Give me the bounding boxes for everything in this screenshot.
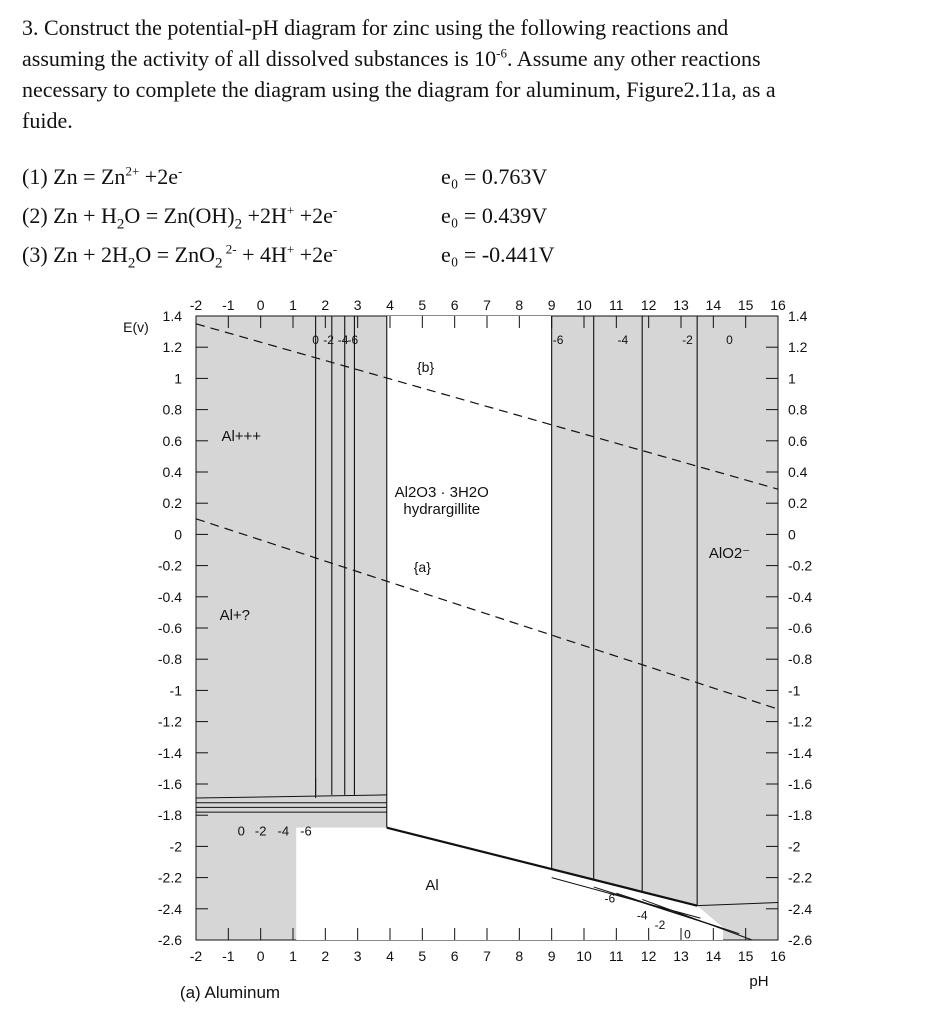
x-tick-label-bottom: 11	[609, 948, 624, 964]
region-label: Al+?	[219, 607, 251, 625]
x-tick-label-top: 16	[770, 297, 786, 313]
y-tick-label-right: -2.6	[788, 932, 813, 948]
y-tick-label-right: 1.2	[788, 339, 808, 356]
x-tick-label-top: -1	[222, 297, 235, 313]
x-tick-label-top: 14	[705, 297, 722, 313]
x-tick-label-bottom: 9	[547, 948, 556, 964]
y-tick-label-left: 1	[174, 370, 182, 387]
y-axis-label: E(v)	[123, 319, 149, 335]
region-label: Al	[425, 877, 439, 895]
y-tick-label-left: -0.2	[157, 557, 182, 574]
y-tick-label-right: 0.2	[788, 495, 808, 512]
x-tick-label-bottom: 7	[483, 948, 491, 964]
y-tick-label-right: -1.2	[788, 713, 813, 730]
x-tick-label-bottom: 8	[515, 948, 524, 964]
y-tick-label-right: -0.8	[788, 651, 813, 668]
x-tick-label-bottom: -1	[222, 948, 235, 964]
y-tick-label-right: -0.4	[788, 588, 813, 605]
x-tick-label-bottom: 6	[450, 948, 459, 964]
y-tick-label-right: 0.6	[788, 432, 808, 449]
y-tick-label-left: -0.4	[157, 588, 182, 605]
y-tick-label-right: 0.4	[788, 464, 808, 480]
x-tick-label-top: -2	[189, 297, 203, 313]
y-tick-label-left: 0.2	[162, 495, 182, 512]
y-tick-label-left: -0.6	[157, 620, 182, 636]
x-tick-label-top: 6	[450, 297, 459, 313]
activity-label: -4	[617, 333, 629, 347]
problem-line-3: necessary to complete the diagram using the diagram for aluminum, Figure2.11a, as a	[22, 77, 776, 102]
y-tick-label-left: -1.4	[157, 744, 182, 761]
x-tick-label-top: 5	[418, 297, 427, 313]
x-tick-label-top: 7	[483, 297, 491, 313]
y-tick-label-right: -2.2	[788, 869, 813, 886]
y-tick-label-right: -2.4	[788, 900, 813, 917]
reaction-2-potential: e₀ = 0.439V	[441, 203, 548, 228]
y-tick-label-right: 0.8	[788, 401, 808, 418]
y-tick-label-left: -2.4	[157, 900, 182, 917]
x-tick-label-bottom: 5	[418, 948, 427, 964]
figure-caption: (a) Aluminum	[179, 983, 281, 1002]
x-tick-label-top: 4	[386, 297, 394, 313]
x-tick-label-top: 12	[640, 297, 657, 313]
region-label: Al2O3 · 3H2O	[394, 483, 489, 501]
x-tick-label-bottom: 3	[353, 948, 362, 964]
y-tick-label-right: -1	[788, 682, 801, 699]
problem-line-4: fuide.	[22, 108, 73, 133]
water-line-label: {b}	[416, 359, 435, 376]
y-tick-label-left: 0.6	[162, 432, 182, 449]
x-tick-label-top: 0	[256, 297, 265, 313]
x-tick-label-top: 8	[515, 297, 524, 313]
problem-line-2b: . Assume any other reactions	[507, 46, 761, 71]
reaction-2: (2) $Zn + H_2O = Zn(OH)_2 +2H^+ +2e^-$	[22, 202, 338, 233]
activity-label: 0	[684, 927, 691, 942]
y-tick-label-left: -2.6	[157, 932, 182, 948]
x-tick-label-bottom: 4	[386, 948, 394, 964]
y-tick-label-right: -0.2	[788, 557, 813, 574]
x-tick-label-top: 15	[737, 297, 754, 313]
y-tick-label-left: 1.2	[162, 339, 182, 356]
y-tick-label-right: 0	[788, 526, 796, 543]
y-tick-label-left: -1.6	[157, 776, 182, 792]
activity-label: -4	[277, 823, 290, 839]
hydrargillite-region	[387, 316, 552, 869]
reaction-3: (3) $Zn + 2H_2O = ZnO_2$ $^{2-}$ + 4H+ +2e-	[22, 241, 338, 272]
y-tick-label-left: 0.8	[162, 401, 182, 418]
y-tick-label-left: -0.8	[157, 651, 182, 668]
y-tick-label-right: -2	[788, 838, 801, 855]
x-tick-label-top: 3	[353, 297, 362, 313]
x-tick-label-top: 11	[609, 297, 624, 313]
activity-label: -6	[300, 823, 312, 839]
y-tick-label-left: -2.2	[157, 869, 182, 886]
x-tick-label-top: 13	[673, 297, 689, 313]
activity-label: 0	[237, 823, 245, 839]
activity-label: -6	[347, 333, 359, 347]
activity-label: -6	[604, 891, 616, 906]
x-tick-label-bottom: 0	[256, 948, 265, 964]
y-tick-label-left: 0.4	[162, 464, 182, 480]
x-tick-label-bottom: 13	[673, 948, 689, 964]
activity-label: -2	[682, 333, 693, 347]
x-tick-label-top: 10	[576, 297, 592, 313]
y-tick-label-right: 1	[788, 370, 796, 387]
problem-line-2a: assuming the activity of all dissolved substances is 10	[22, 46, 497, 71]
x-tick-label-top: 9	[547, 297, 556, 313]
region-label: Al+++	[221, 427, 262, 445]
x-tick-label-bottom: 16	[770, 948, 786, 964]
y-tick-label-right: 1.4	[788, 308, 808, 324]
y-tick-label-right: -1.8	[788, 807, 813, 824]
y-tick-label-left: 0	[174, 526, 182, 543]
activity-label: -4	[337, 333, 349, 347]
reaction-1-potential: e₀ = 0.763V	[441, 164, 548, 189]
activity-label: -6	[552, 333, 564, 347]
x-tick-label-top: 2	[321, 297, 330, 313]
x-tick-label-top: 1	[289, 297, 297, 313]
y-tick-label-right: -1.6	[788, 776, 813, 792]
activity-label: -2	[654, 918, 666, 933]
water-line-label: {a}	[413, 558, 431, 575]
region-label: AlO2⁻	[708, 544, 751, 562]
problem-line-1: 3. Construct the potential-pH diagram for zinc using the following reactions and	[22, 15, 729, 40]
x-tick-label-bottom: 14	[705, 948, 722, 964]
activity-label: 0	[726, 333, 733, 347]
y-tick-label-right: -0.6	[788, 620, 813, 636]
y-tick-label-left: -1	[169, 682, 182, 699]
x-tick-label-bottom: -2	[189, 948, 203, 964]
activity-label: -2	[254, 823, 267, 839]
y-tick-label-left: -1.2	[157, 713, 182, 730]
x-tick-label-bottom: 10	[576, 948, 592, 964]
x-tick-label-bottom: 15	[737, 948, 754, 964]
y-tick-label-left: -1.8	[157, 807, 182, 824]
x-axis-label: pH	[749, 973, 769, 990]
reaction-3-potential: e₀ = -0.441V	[441, 242, 555, 267]
activity-label: -2	[323, 333, 334, 347]
x-tick-label-bottom: 2	[321, 948, 330, 964]
activity-label: 0	[312, 333, 319, 347]
reaction-1: (1) $Zn = Zn^{2+} +2e^-$	[22, 163, 183, 189]
activity-exponent: -6	[496, 45, 508, 61]
y-tick-label-left: 1.4	[162, 308, 182, 324]
y-tick-label-left: -2	[169, 838, 182, 855]
region-label: hydrargillite	[403, 501, 481, 519]
x-tick-label-bottom: 12	[640, 948, 657, 964]
y-tick-label-right: -1.4	[788, 744, 813, 761]
activity-label: -4	[636, 908, 648, 923]
x-tick-label-bottom: 1	[289, 948, 297, 964]
